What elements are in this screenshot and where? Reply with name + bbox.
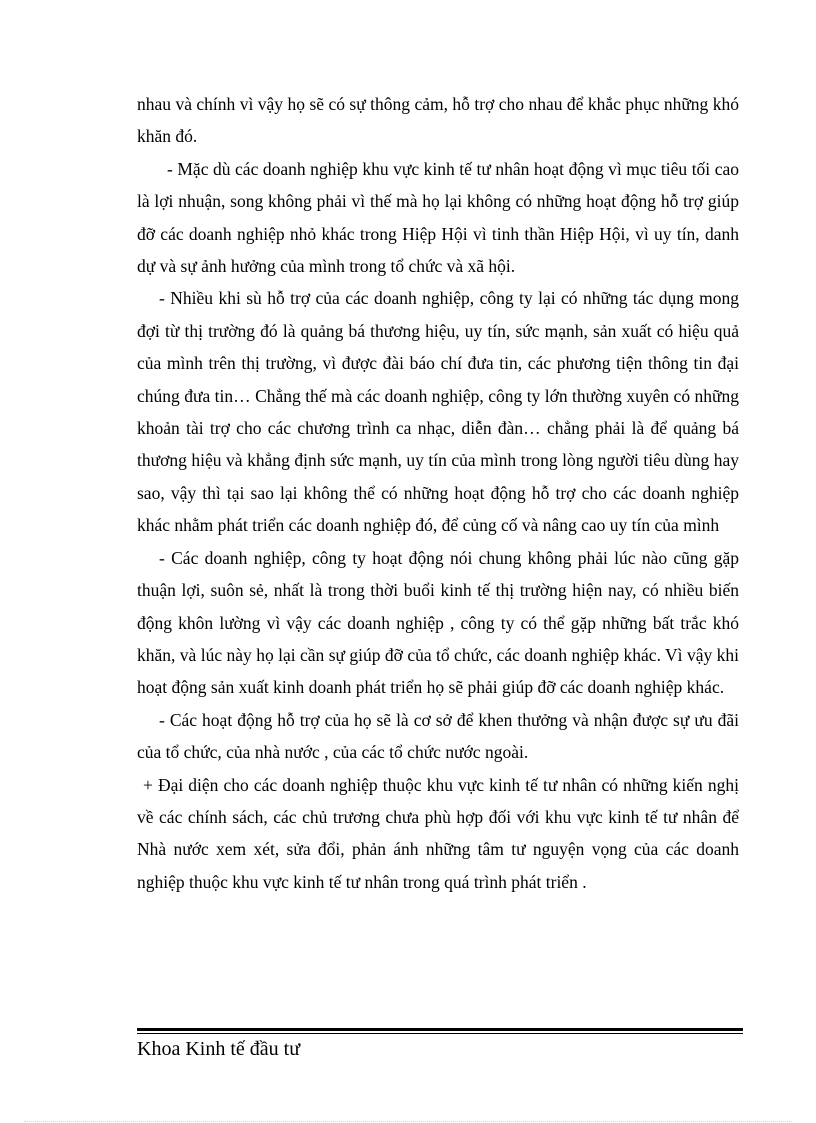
footer-rule	[137, 1028, 743, 1034]
paragraph-continuation: nhau và chính vì vậy họ sẽ có sự thông cảm, hỗ trợ cho nhau để khắc phục những khó khăn đó.	[137, 94, 739, 147]
page-body	[137, 88, 739, 898]
paragraph-rewards: - Các hoạt động hỗ trợ của họ sẽ là cơ sở để khen thưởng và nhận được sự ưu đãi của tổ chức, của nhà nước , của các tổ chức nước ngoài.	[137, 709, 739, 763]
paragraph-business-difficulties: - Các doanh nghiệp, công ty hoạt động nói chung không phải lúc nào cũng gặp thuận lợi, suôn sẻ, nhất là trong thời buổi kinh tế thị trường hiện nay, có nhiều biến động khôn lường vì vậy các doanh nghiệp , công ty có thể gặp những bất trắc khó khăn, và lúc này họ lại cần sự giúp đỡ của tổ chức, các doanh nghiệp khác. Vì vậy khi hoạt động sản xuất kinh doanh phát triển họ sẽ phải giúp đỡ các doanh nghiệp khác.	[137, 547, 739, 698]
paragraph-policy-recommendations: + Đại diện cho các doanh nghiệp thuộc khu vực kinh tế tư nhân có những kiến nghị về các chính sách, các chủ trương chưa phù hợp đối với khu vực kinh tế tư nhân để Nhà nước xem xét, sửa đổi, phản ánh những tâm tư nguyện vọng của các doanh nghiệp thuộc khu vực kinh tế tư nhân trong quá trình phát triển .	[137, 774, 739, 892]
paragraph-profit-motive: - Mặc dù các doanh nghiệp khu vực kinh tế tư nhân hoạt động vì mục tiêu tối cao là lợi nhuận, song không phải vì thế mà họ lại không có những hoạt động hỗ trợ giúp đỡ các doanh nghiệp nhỏ khác trong Hiệp Hội vì tinh thần Hiệp Hội, vì uy tín, danh dự và sự ảnh hưởng của mình trong tổ chức và xã hội.	[137, 158, 739, 277]
page-edge	[24, 1121, 792, 1122]
paragraph-brand-promotion: - Nhiều khi sù hỗ trợ của các doanh nghiệp, công ty lại có những tác dụng mong đợi từ thị trường đó là quảng bá thương hiệu, uy tín, sức mạnh, sản xuất có hiệu quả của mình trên thị trường, vì được đài báo chí đưa tin, các phương tiện thông tin đại chúng đưa tin… Chẳng thế mà các doanh nghiệp, công ty lớn thường xuyên có những khoản tài trợ cho các chương trình ca nhạc, diễn đàn… chẳng phải là để quảng bá thương hiệu và khẳng định sức mạnh, uy tín của mình trong lòng người tiêu dùng hay sao, vậy thì tại sao lại không thể có những hoạt động hỗ trợ cho các doanh nghiệp khác nhằm phát triển các doanh nghiệp đó, để củng cố và nâng cao uy tín của mình	[137, 288, 739, 536]
footer-text: Khoa Kinh tế đầu tư	[137, 1038, 301, 1060]
